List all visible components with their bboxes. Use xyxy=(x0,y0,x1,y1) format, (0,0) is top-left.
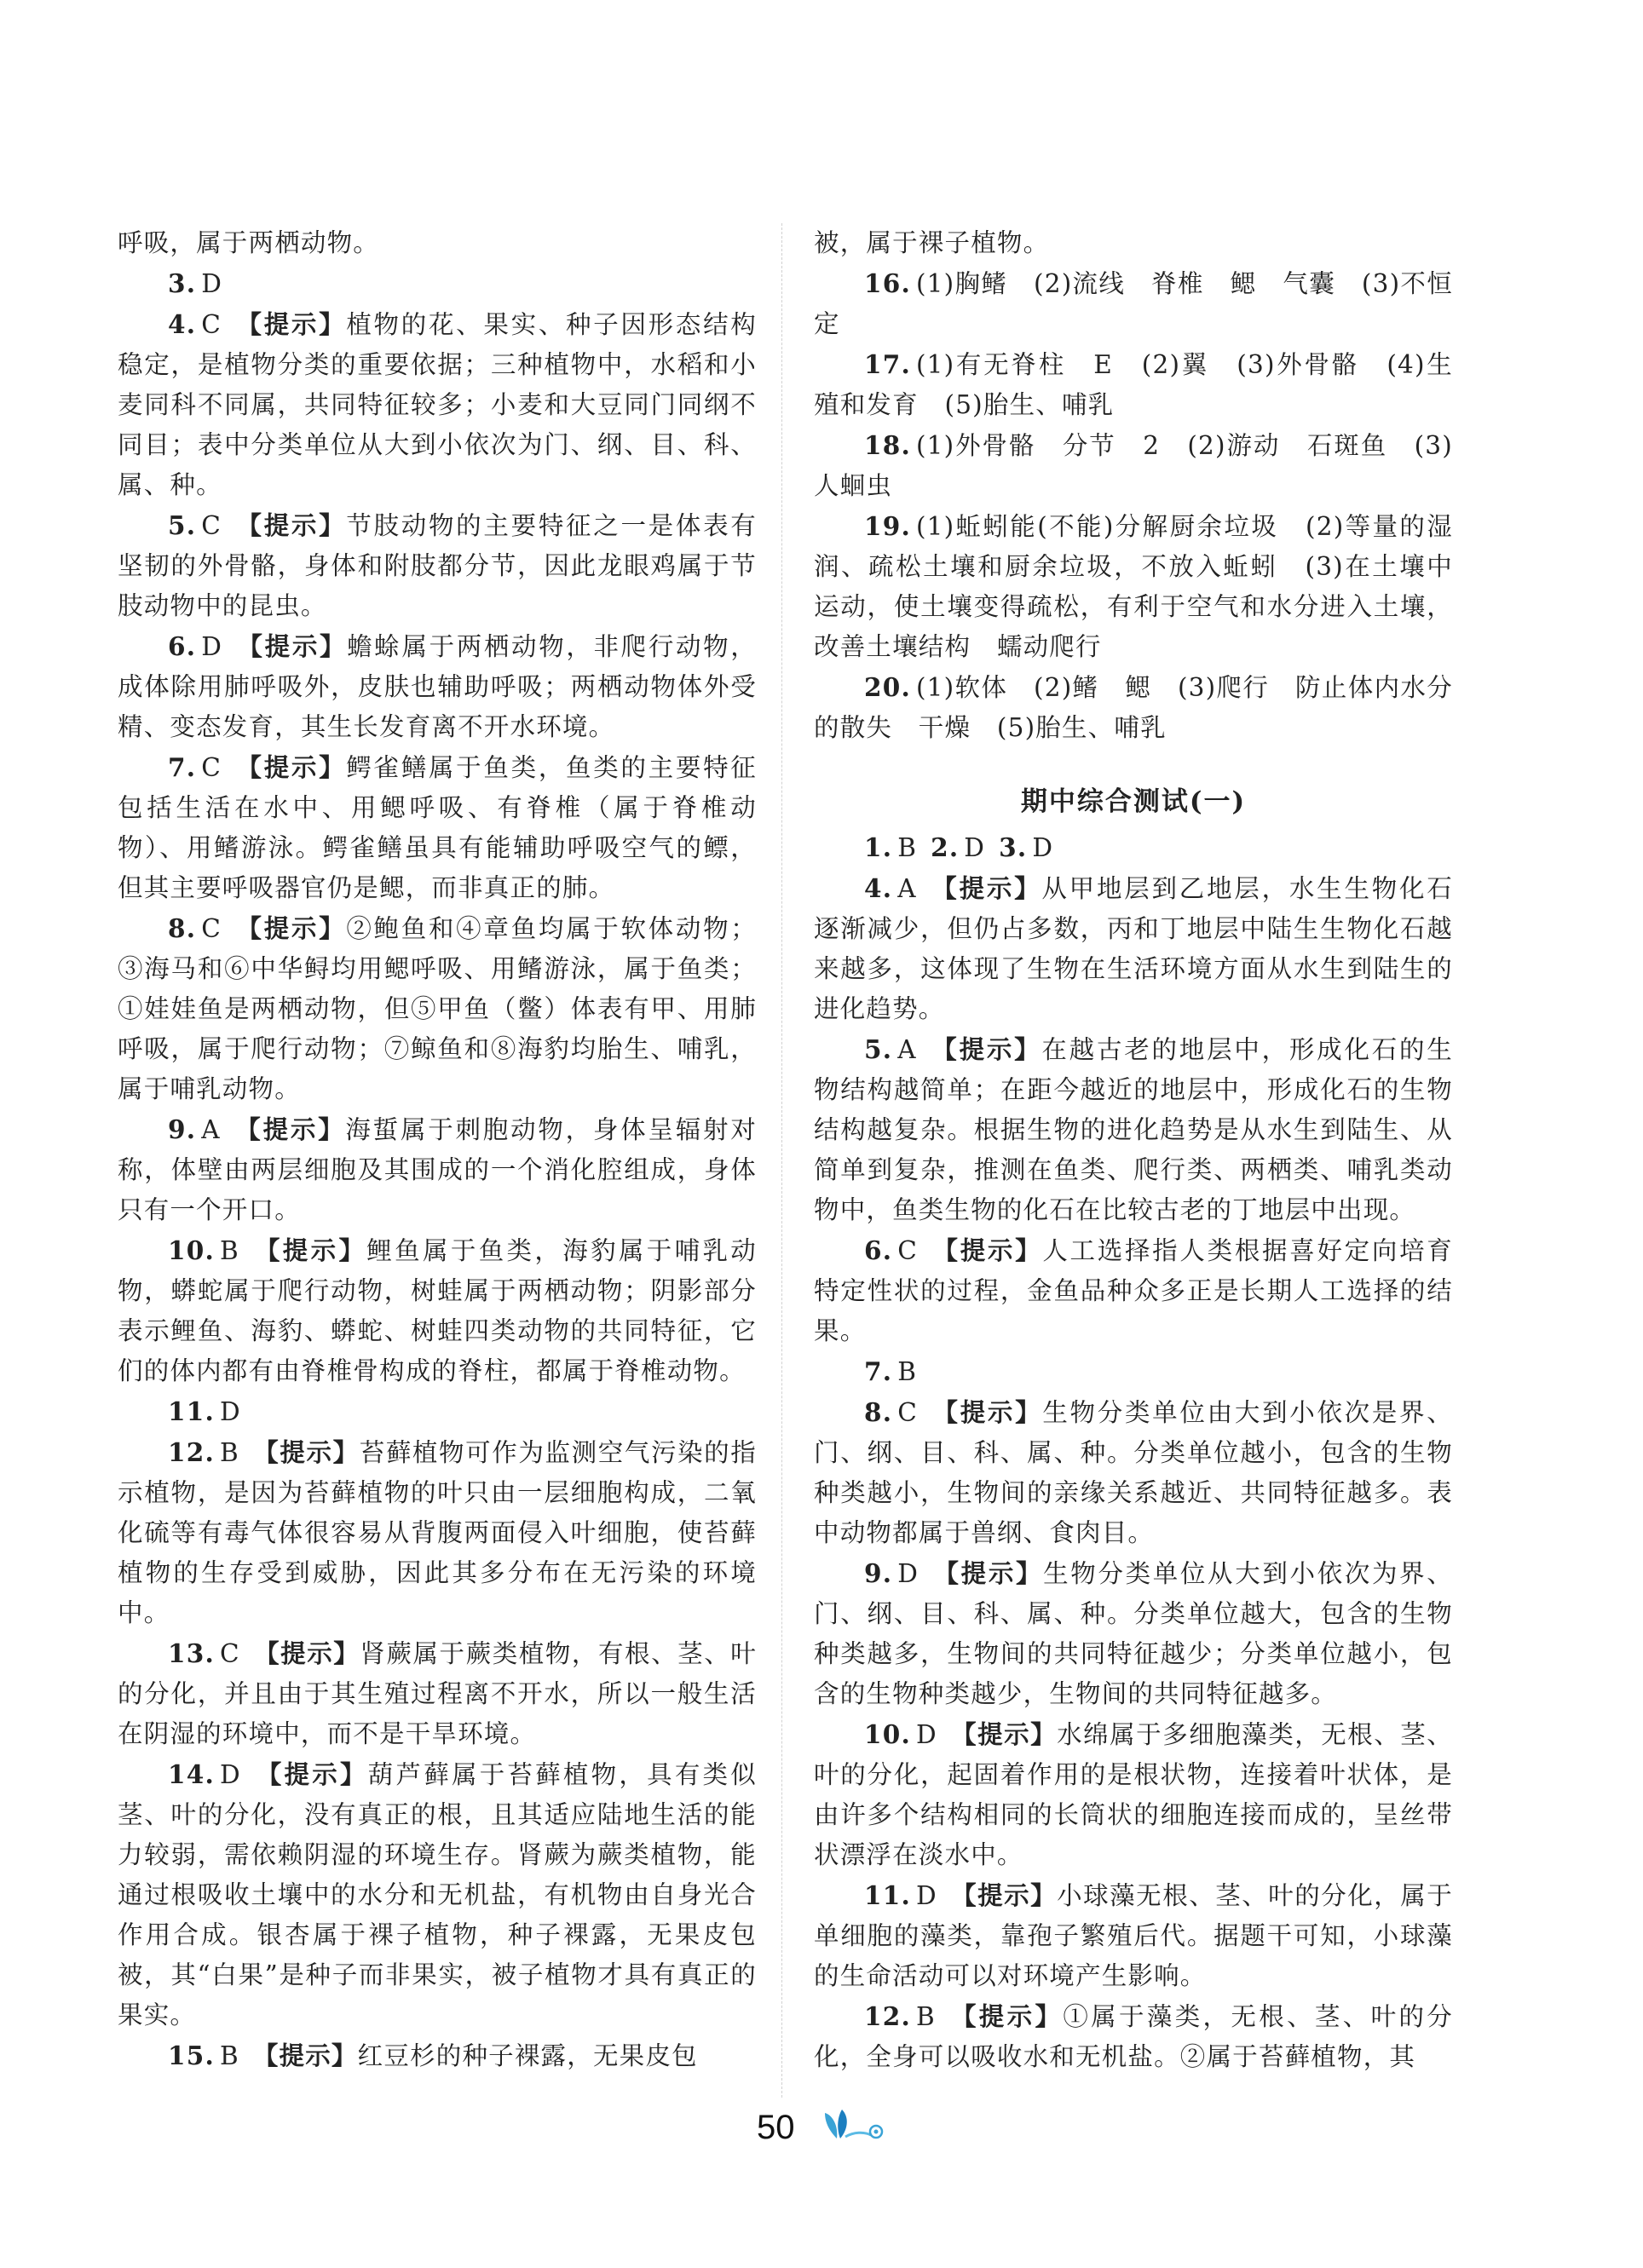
answer-item xyxy=(118,1391,757,1432)
hint-label: 【提示】 xyxy=(931,1397,1043,1427)
explanation-text: 肾蕨属于蕨类植物，有根、茎、叶的分化，并且由于其生殖过程离不开水，所以一般生活在阴湿的环境中，而不是干旱环境。 xyxy=(118,1639,757,1748)
answer-item xyxy=(814,868,1453,1029)
answer-item xyxy=(814,1230,1453,1351)
explanation-text: 苔藓植物可作为监测空气污染的指示植物，是因为苔藓植物的叶只由一层细胞构成，二氧化硫等有毒气体很容易从背腹两面侵入叶细胞，使苔藓植物的生存受到威胁，因此其多分布在无污染的环境中。 xyxy=(118,1438,757,1627)
question-number: 9. xyxy=(168,1114,197,1144)
hint-label: 【提示】 xyxy=(253,1638,360,1668)
leaf-swirl-logo-icon xyxy=(820,2106,888,2147)
question-number: 2. xyxy=(931,832,960,862)
hint-label: 【提示】 xyxy=(948,2001,1064,2031)
question-number: 12. xyxy=(864,2001,911,2031)
answer-letter: D xyxy=(1032,833,1054,862)
explanation-text: 海蜇属于刺胞动物，身体呈辐射对称，体壁由两层细胞及其围成的一个消化腔组成，身体只有一个开口。 xyxy=(118,1115,757,1224)
hint-label: 【提示】 xyxy=(234,309,347,339)
answer-letter: C xyxy=(219,1639,240,1668)
page-number: 50 xyxy=(757,2109,795,2146)
left-answer-list xyxy=(118,263,757,2076)
question-number: 10. xyxy=(168,1235,215,1265)
answer-letter: D xyxy=(201,269,223,298)
answer-letter: A xyxy=(897,1035,917,1064)
question-number: 13. xyxy=(168,1638,215,1668)
answer-letter: D xyxy=(915,1720,937,1749)
hint-label: 【提示】 xyxy=(950,1719,1058,1749)
question-number: 4. xyxy=(168,309,197,339)
hint-label: 【提示】 xyxy=(932,1558,1044,1588)
fill-answer-item xyxy=(814,344,1453,425)
explanation-text: 水绵属于多细胞藻类，无根、茎、叶的分化，起固着作用的是根状物，连接着叶状体，是由许多个结构相同的长筒状的细胞连接而成的，呈丝带状漂浮在淡水中。 xyxy=(814,1720,1453,1869)
hint-label: 【提示】 xyxy=(950,1880,1058,1910)
fill-answer-item xyxy=(814,263,1453,344)
answer-item xyxy=(118,505,757,626)
fill-answer-text: (1)外骨骼 分节 2 (2)游动 石斑鱼 (3)人蛔虫 xyxy=(814,431,1453,500)
answer-letter: B xyxy=(219,1236,239,1265)
hint-label: 【提示】 xyxy=(234,752,347,782)
right-column xyxy=(814,223,1453,2077)
question-number: 11. xyxy=(168,1396,215,1426)
explanation-text: 鳄雀鳝属于鱼类，鱼类的主要特征包括生活在水中、用鳃呼吸、有脊椎（属于脊椎动物）、用鳍游泳。鳄雀鳝虽具有能辅助呼吸空气的鳔，但其主要呼吸器官仍是鳃，而非真正的肺。 xyxy=(118,753,757,902)
right-lead-text: 被，属于裸子植物。 xyxy=(814,228,1050,257)
hint-label: 【提示】 xyxy=(930,1034,1042,1064)
answer-item xyxy=(118,2035,757,2076)
answer-letter: D xyxy=(897,1559,920,1588)
explanation-text: 从甲地层到乙地层，水生生物化石逐渐减少，但仍占多数，丙和丁地层中陆生生物化石越来越多，这体现了生物在生活环境方面从水生到陆生的进化趋势。 xyxy=(814,874,1453,1023)
explanation-text: 在越古老的地层中，形成化石的生物结构越简单；在距今越近的地层中，形成化石的生物结构越复杂。根据生物的进化趋势是从水生到陆生、从简单到复杂，推测在鱼类、爬行类、两栖类、哺乳类动物中，鱼类生物的化石在比较古老的丁地层中出现。 xyxy=(814,1035,1453,1224)
explanation-text: 生物分类单位由大到小依次是界、门、纲、目、科、属、种。分类单位越小，包含的生物种类越小，生物间的亲缘关系越近、共同特征越多。表中动物都属于兽纲、食肉目。 xyxy=(814,1398,1453,1547)
explanation-text: ②鲍鱼和④章鱼均属于软体动物；③海马和⑥中华鲟均用鳃呼吸、用鳍游泳，属于鱼类；①娃娃鱼是两栖动物，但⑤甲鱼（鳖）体表有甲、用肺呼吸，属于爬行动物；⑦鲸鱼和⑧海豹均胎生、哺乳，属于哺乳动物。 xyxy=(118,914,757,1103)
section-heading: 期中综合测试(一) xyxy=(1020,786,1247,817)
answer-letter: C xyxy=(201,753,222,782)
answer-item xyxy=(118,263,757,304)
fill-answer-item xyxy=(814,425,1453,506)
question-number: 19. xyxy=(864,511,911,541)
question-number: 3. xyxy=(999,832,1028,862)
answer-item xyxy=(814,1351,1453,1392)
explanation-text: 蟾蜍属于两栖动物，非爬行动物，成体除用肺呼吸外，皮肤也辅助呼吸；两栖动物体外受精、变态发育，其生长发育离不开水环境。 xyxy=(118,632,757,741)
fill-answer-text: (1)胸鳍 (2)流线 脊椎 鳃 气囊 (3)不恒定 xyxy=(814,269,1453,338)
question-number: 17. xyxy=(864,349,911,379)
question-number: 6. xyxy=(168,631,197,661)
hint-label: 【提示】 xyxy=(234,913,347,943)
answer-item xyxy=(118,1432,757,1633)
answer-letter: D xyxy=(964,833,986,862)
hint-label: 【提示】 xyxy=(252,1235,367,1265)
answer-letter: D xyxy=(915,1881,937,1910)
answer-letter: D xyxy=(201,632,223,661)
answer-item xyxy=(118,626,757,747)
hint-label: 【提示】 xyxy=(236,631,348,661)
answer-item xyxy=(814,1875,1453,1996)
question-number: 4. xyxy=(864,873,893,903)
left-column xyxy=(118,223,757,2076)
left-lead-text: 呼吸，属于两栖动物。 xyxy=(118,228,380,257)
answer-letter: C xyxy=(201,310,222,339)
explanation-text: 红豆杉的种子裸露，无果皮包 xyxy=(357,2041,698,2070)
question-number: 1. xyxy=(864,832,893,862)
answer-letter: B xyxy=(897,833,918,862)
hint-label: 【提示】 xyxy=(931,1235,1043,1265)
column-divider xyxy=(781,223,782,2098)
answer-item xyxy=(118,747,757,908)
question-number: 5. xyxy=(168,510,197,540)
answer-letter: D xyxy=(219,1397,241,1426)
explanation-text: 节肢动物的主要特征之一是体表有坚韧的外骨骼，身体和附肢都分节，因此龙眼鸡属于节肢动物中的昆虫。 xyxy=(118,511,757,620)
answer-letter: C xyxy=(897,1236,918,1265)
question-number: 18. xyxy=(864,430,911,460)
answer-item xyxy=(814,1714,1453,1875)
answer-item xyxy=(118,908,757,1109)
fill-answer-item xyxy=(814,667,1453,748)
answer-letter: C xyxy=(201,511,222,540)
question-number: 7. xyxy=(864,1356,893,1386)
answer-letter: B xyxy=(219,2041,239,2070)
explanation-text: 小球藻无根、茎、叶的分化，属于单细胞的藻类，靠孢子繁殖后代。据题干可知，小球藻的生命活动可以对环境产生影响。 xyxy=(814,1881,1453,1990)
answer-item xyxy=(814,1553,1453,1714)
explanation-text: 葫芦藓属于苔藓植物，具有类似茎、叶的分化，没有真正的根，且其适应陆地生活的能力较弱，需依赖阴湿的环境生存。肾蕨为蕨类植物，能通过根吸收土壤中的水分和无机盐，有机物由自身光合作用合成。银杏属于裸子植物，种子裸露，无果皮包被，其“白果”是种子而非果实，被子植物才具有真正的果实。 xyxy=(118,1760,757,2029)
answer-letter: B xyxy=(219,1438,239,1467)
question-number: 5. xyxy=(864,1034,893,1064)
hint-label: 【提示】 xyxy=(254,1759,368,1789)
fill-answer-item xyxy=(814,506,1453,667)
fill-answer-text: (1)有无脊柱 E (2)翼 (3)外骨骼 (4)生殖和发育 (5)胎生、哺乳 xyxy=(814,350,1453,419)
answer-letter: B xyxy=(897,1357,918,1386)
answer-item xyxy=(814,1029,1453,1230)
answer-item xyxy=(118,1109,757,1230)
answer-item xyxy=(814,1996,1453,2077)
answer-letter: C xyxy=(201,914,222,943)
right-answer-list xyxy=(814,868,1453,2077)
quick-answers-line xyxy=(814,827,1453,868)
explanation-text: 人工选择指人类根据喜好定向培育特定性状的过程，金鱼品种众多正是长期人工选择的结果。 xyxy=(814,1236,1453,1345)
explanation-text: 植物的花、果实、种子因形态结构稳定，是植物分类的重要依据；三种植物中，水稻和小麦同科不同属，共同特征较多；小麦和大豆同门同纲不同目；表中分类单位从大到小依次为门、纲、目、科、属、种。 xyxy=(118,310,757,499)
hint-label: 【提示】 xyxy=(233,1114,346,1144)
hint-label: 【提示】 xyxy=(930,873,1042,903)
answer-item xyxy=(814,1392,1453,1553)
question-number: 10. xyxy=(864,1719,911,1749)
question-number: 8. xyxy=(864,1397,893,1427)
explanation-text: 生物分类单位从大到小依次为界、门、纲、目、科、属、种。分类单位越大，包含的生物种类越多，生物间的共同特征越少；分类单位越小，包含的生物种类越少，生物间的共同特征越多。 xyxy=(814,1559,1453,1708)
fill-answer-text: (1)软体 (2)鳍 鳃 (3)爬行 防止体内水分的散失 干燥 (5)胎生、哺乳 xyxy=(814,673,1453,742)
explanation-text: 鲤鱼属于鱼类，海豹属于哺乳动物，蟒蛇属于爬行动物，树蛙属于两栖动物；阴影部分表示鲤鱼、海豹、蟒蛇、树蛙四类动物的共同特征，它们的体内都有由脊椎骨构成的脊柱，都属于脊椎动物。 xyxy=(118,1236,757,1385)
question-number: 16. xyxy=(864,268,911,298)
hint-label: 【提示】 xyxy=(234,510,347,540)
question-number: 6. xyxy=(864,1235,893,1265)
question-number: 15. xyxy=(168,2041,215,2070)
question-number: 3. xyxy=(168,268,197,298)
explanation-text: ①属于藻类，无根、茎、叶的分化，全身可以吸收水和无机盐。②属于苔藓植物，其 xyxy=(814,2002,1453,2071)
answer-item xyxy=(118,1230,757,1391)
hint-label: 【提示】 xyxy=(252,2041,358,2070)
fill-answer-text: (1)蚯蚓能(不能)分解厨余垃圾 (2)等量的湿润、疏松土壤和厨余垃圾，不放入蚯蚓 (3)在土壤中运动，使土壤变得疏松，有利于空气和水分进入土壤，改善土壤结构 蠕动爬行 xyxy=(814,512,1453,661)
answer-item xyxy=(118,1754,757,2035)
fill-answer-list xyxy=(814,263,1453,748)
question-number: 8. xyxy=(168,913,197,943)
answer-letter: B xyxy=(915,2002,936,2031)
question-number: 11. xyxy=(864,1880,911,1910)
question-number: 9. xyxy=(864,1558,893,1588)
question-number: 14. xyxy=(168,1759,215,1789)
answer-letter: C xyxy=(897,1398,918,1427)
answer-item xyxy=(118,1633,757,1754)
question-number: 7. xyxy=(168,752,197,782)
hint-label: 【提示】 xyxy=(252,1437,360,1467)
answer-letter: A xyxy=(897,874,917,903)
answer-item xyxy=(118,304,757,505)
question-number: 20. xyxy=(864,672,911,702)
answer-letter: A xyxy=(201,1115,221,1144)
question-number: 12. xyxy=(168,1437,215,1467)
answer-letter: D xyxy=(219,1760,241,1789)
